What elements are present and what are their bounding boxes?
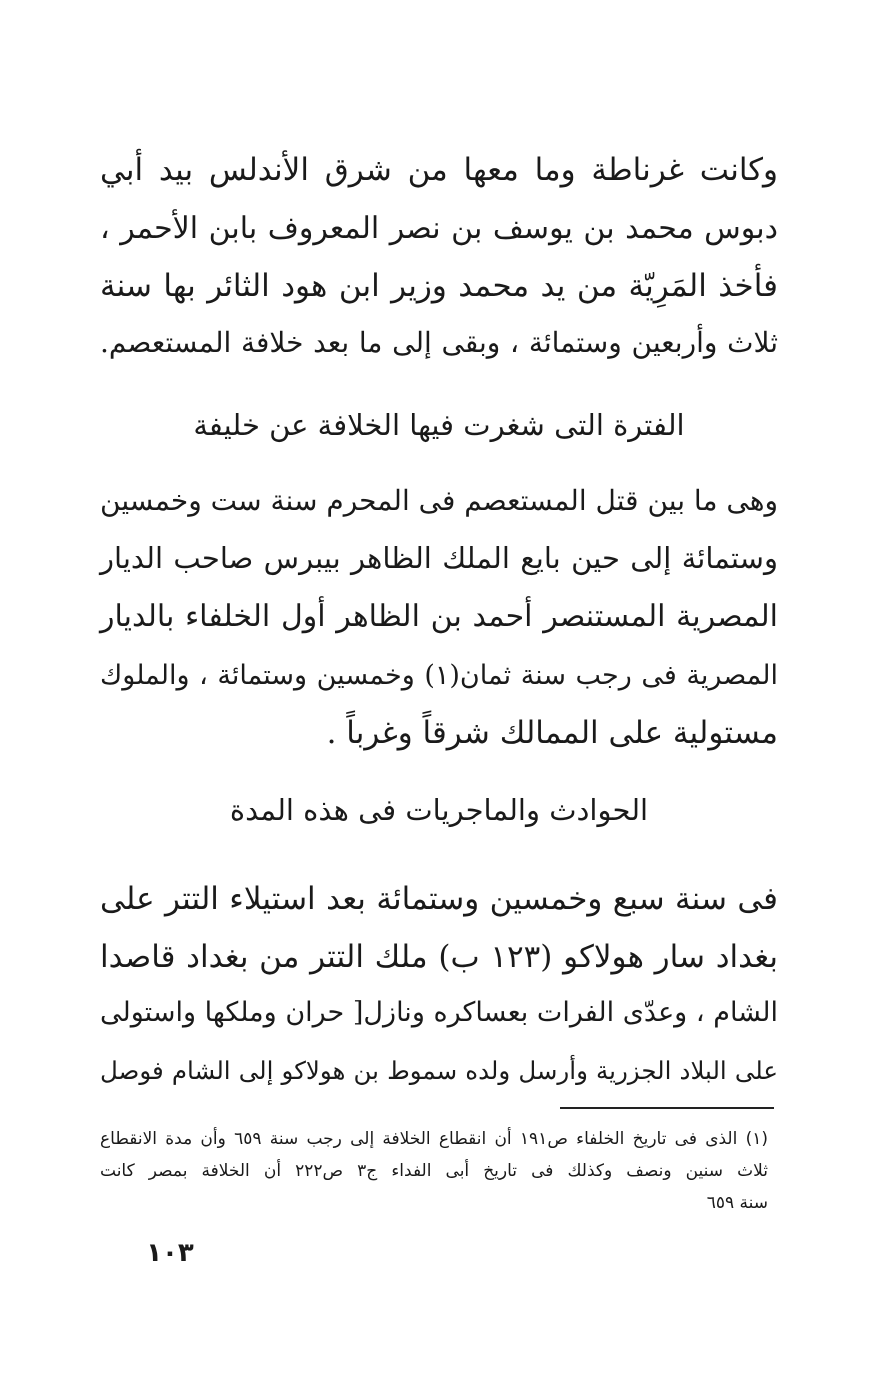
paragraph1-line-3: فأخذ المَرِيّة من يد محمد وزير ابن هود الثائر بها سنة (100, 268, 778, 304)
footnote-separator (560, 1107, 774, 1109)
section-heading-interregnum: الفترة التى شغرت فيها الخلافة عن خليفة (193, 408, 685, 442)
paragraph3-line-4: على البلاد الجزرية وأرسل ولده سموط بن هولاكو إلى الشام فوصل (100, 1056, 778, 1085)
paragraph3-line-1: فى سنة سبع وخمسين وستمائة بعد استيلاء التتر على (100, 881, 778, 917)
page-number: ١٠٣ (146, 1238, 194, 1268)
paragraph1-line-2: دبوس محمد بن يوسف بن نصر المعروف بابن الأحمر ، (100, 211, 778, 246)
paragraph1-line-4: ثلاث وأربعين وستمائة ، وبقى إلى ما بعد خلافة المستعصم. (100, 326, 778, 359)
section-heading-events: الحوادث والماجريات فى هذه المدة (229, 793, 649, 827)
footnote-line-3: سنة ٦٥٩ (706, 1193, 768, 1213)
footnote-line-1: (١) الذى فى تاريخ الخلفاء ص١٩١ أن انقطاع الخلافة إلى رجب سنة ٦٥٩ وأن مدة الانقطاع (100, 1129, 768, 1149)
paragraph2-line-5: مستولية على الممالك شرقاً وغرباً . (326, 715, 778, 751)
paragraph1-line-1: وكانت غرناطة وما معها من شرق الأندلس بيد أبي (100, 152, 778, 188)
paragraph3-line-2: بغداد سار هولاكو (١٢٣ ب) ملك التتر من بغداد قاصدا (100, 939, 778, 975)
paragraph2-line-1: وهى ما بين قتل المستعصم فى المحرم سنة ست وخمسين (100, 484, 778, 517)
paragraph2-line-2: وستمائة إلى حين بايع الملك الظاهر بيبرس صاحب الديار (100, 541, 778, 575)
paragraph3-line-3: الشام ، وعدّى الفرات بعساكره ونازل[ حران وملكها واستولى (100, 997, 778, 1028)
paragraph2-line-4: المصرية فى رجب سنة ثمان(١) وخمسين وستمائة ، والملوك (100, 660, 778, 691)
footnote-line-2: ثلاث سنين ونصف وكذلك فى تاريخ أبى الفداء ج٣ ص٢٢٢ أن الخلافة بمصر كانت (100, 1161, 768, 1181)
paragraph2-line-3: المصرية المستنصر أحمد بن الظاهر أول الخلفاء بالديار (100, 599, 778, 634)
